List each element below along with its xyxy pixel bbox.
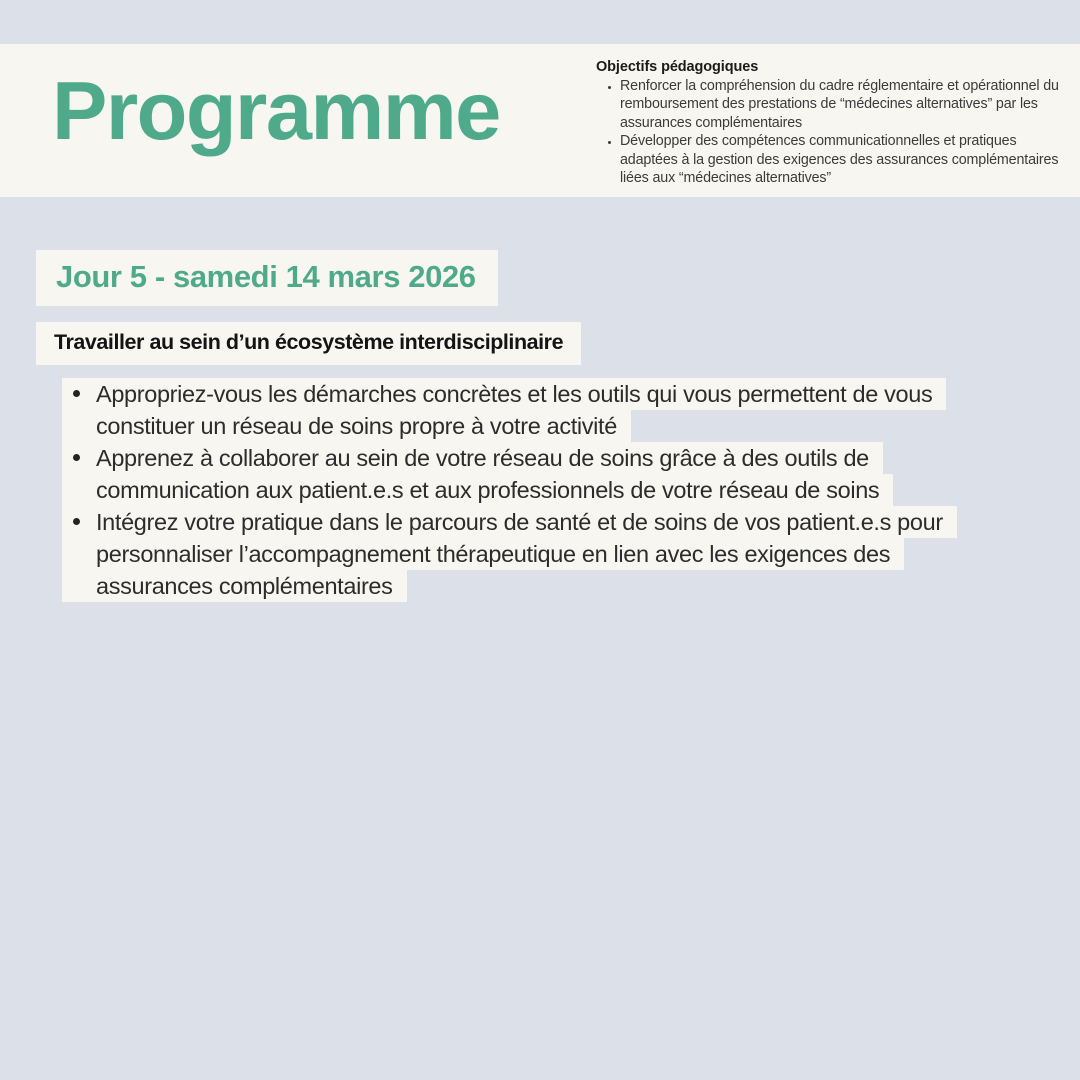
learning-objectives-list [62, 378, 1062, 602]
list-item [62, 378, 1062, 442]
objective-item: Renforcer la compréhension du cadre réglementaire et opérationnel du remboursement des prestations de “médecines alternatives” par les assurances complémentaires [596, 77, 1070, 132]
objectives-title: Objectifs pédagogiques [596, 59, 759, 75]
objectives-block [596, 59, 1070, 187]
list-item-line: Intégrez votre pratique dans le parcours de santé et de soins de vos patient.e.s pour [96, 506, 957, 538]
list-item-line: communication aux patient.e.s et aux professionnels de votre réseau de soins [96, 474, 893, 506]
header-band [0, 44, 1080, 197]
objectives-list [596, 77, 1070, 187]
bullet-dot-icon [73, 390, 80, 397]
list-item [62, 506, 1062, 602]
bullet-dot-icon [73, 454, 80, 461]
list-item-line: personnaliser l’accompagnement thérapeutique en lien avec les exigences des [96, 538, 904, 570]
page-title: Programme [52, 64, 500, 157]
day-heading: Jour 5 - samedi 14 mars 2026 [36, 250, 498, 306]
list-item-line: constituer un réseau de soins propre à votre activité [96, 410, 631, 442]
section-subtitle: Travailler au sein d’un écosystème interdisciplinaire [36, 322, 581, 365]
list-item [62, 442, 1062, 506]
objective-item: Développer des compétences communicationnelles et pratiques adaptées à la gestion des exigences des assurances complémentaires liées aux “médecines alternatives” [596, 132, 1070, 187]
list-item-line: Appropriez-vous les démarches concrètes et les outils qui vous permettent de vous [96, 378, 946, 410]
list-item-line: assurances complémentaires [96, 570, 407, 602]
list-item-line: Apprenez à collaborer au sein de votre réseau de soins grâce à des outils de [96, 442, 883, 474]
bullet-dot-icon [73, 518, 80, 525]
